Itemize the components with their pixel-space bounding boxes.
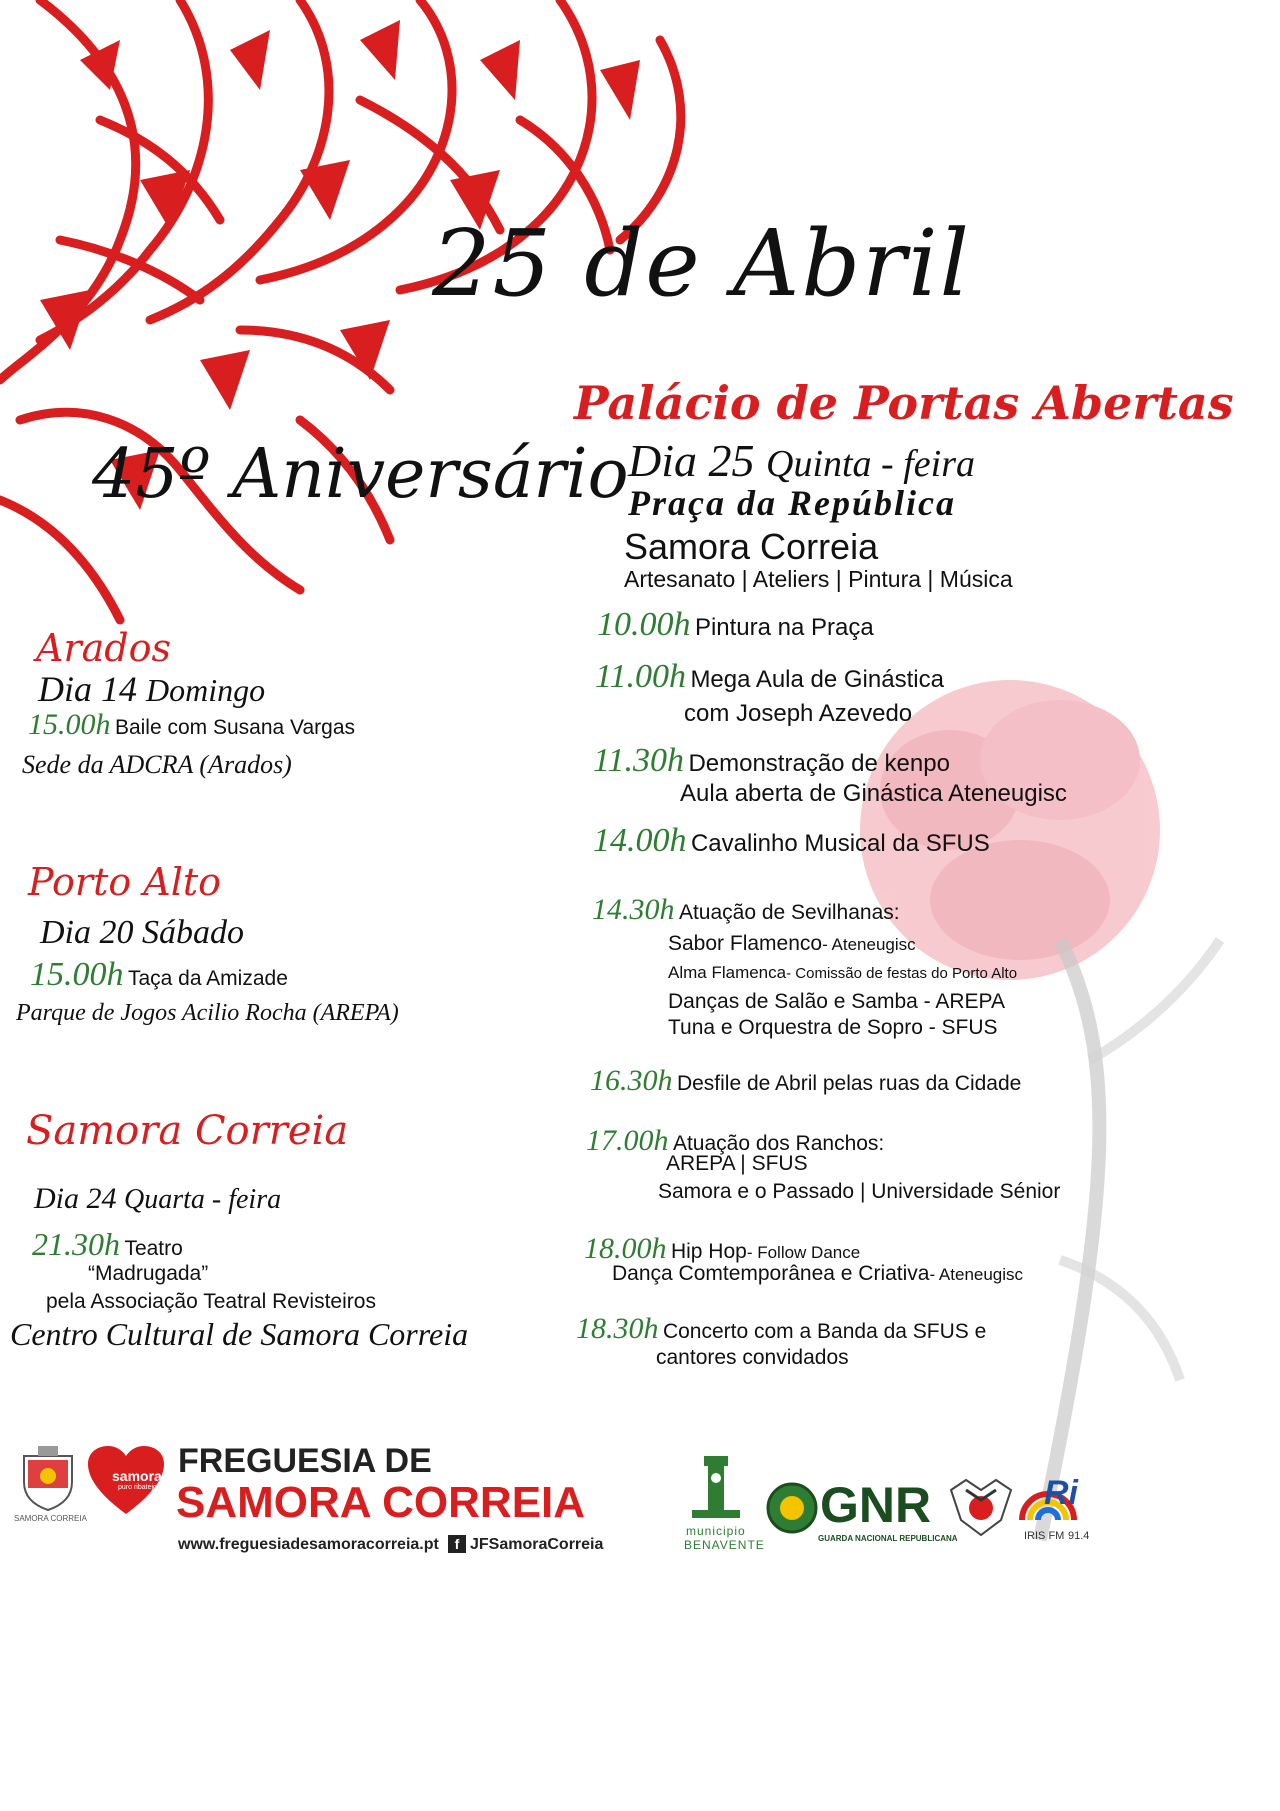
sevilhanas-group: Alma Flamenca — [668, 963, 787, 982]
event-row — [584, 1232, 860, 1266]
samora-weekday: Quarta - feira — [124, 1184, 282, 1215]
arados-event-label: Baile com Susana Vargas — [114, 716, 356, 739]
event-label: Demonstração de kenpo — [688, 750, 950, 777]
event-row — [597, 606, 874, 644]
crest-label: SAMORA CORREIA — [14, 1514, 87, 1523]
crest-icon — [18, 1442, 78, 1514]
samora-day-number: Dia 24 — [34, 1182, 117, 1215]
iris-fm-frequency: 91.4 — [1068, 1530, 1090, 1542]
event-time: 11.30h — [593, 742, 684, 779]
arados-day — [38, 668, 265, 710]
gnr-emblem-icon — [766, 1478, 818, 1538]
palacio-town: Samora Correia — [624, 526, 879, 567]
event-label: Hip Hop — [670, 1240, 747, 1263]
samora-time: 21.30h — [32, 1226, 120, 1262]
palacio-day — [628, 434, 975, 487]
portoalto-time: 15.00h — [30, 956, 124, 993]
samora-day — [34, 1182, 281, 1216]
samora-by: pela Associação Teatral Revisteiros — [46, 1290, 376, 1313]
portoalto-event-label: Taça da Amizade — [127, 967, 288, 990]
carnation-illustration — [0, 0, 760, 700]
sevilhanas-line: Danças de Salão e Samba - AREPA — [668, 990, 1005, 1013]
event-label: Atuação de Sevilhanas: — [678, 901, 900, 924]
samora-logo-text: samora — [112, 1468, 162, 1484]
portoalto-day: Dia 20 Sábado — [40, 914, 244, 951]
event-label: Cavalinho Musical da SFUS — [690, 830, 990, 857]
event-org: - Follow Dance — [746, 1243, 861, 1262]
event-label: Pintura na Praça — [694, 614, 874, 641]
event-time: 16.30h — [590, 1064, 673, 1097]
portoalto-title: Porto Alto — [28, 860, 222, 904]
portoalto-venue: Parque de Jogos Acilio Rocha (AREPA) — [16, 1000, 399, 1026]
event-time: 18.30h — [576, 1312, 659, 1345]
event-label: Dança Comtemporânea e Criativa — [612, 1262, 930, 1285]
samora-title: Samora Correia — [26, 1108, 349, 1154]
arados-day-number: Dia 14 — [38, 669, 137, 709]
event-label: Concerto com a Banda da SFUS e — [662, 1320, 987, 1343]
gnr-subtitle: GUARDA NACIONAL REPUBLICANA — [818, 1534, 958, 1543]
event-org: - Ateneugisc — [929, 1265, 1024, 1284]
event-row — [595, 658, 944, 696]
sevilhanas-org: - Ateneugisc — [822, 935, 916, 954]
samora-event — [32, 1226, 183, 1263]
palacio-title: Palácio de Portas Abertas — [574, 376, 1234, 430]
freguesia-line-1: FREGUESIA DE — [178, 1442, 432, 1480]
event-time: 14.00h — [593, 822, 687, 859]
palacio-place: Praça da República — [628, 483, 956, 523]
gnr-wordmark: GNR — [820, 1477, 932, 1533]
event-label: Aula aberta de Ginástica Ateneugisc — [680, 780, 1067, 807]
event-label: Desfile de Abril pelas ruas da Cidade — [676, 1072, 1022, 1095]
sevilhanas-line — [668, 963, 1017, 983]
event-time: 14.30h — [592, 893, 675, 926]
arados-event — [28, 708, 355, 742]
event-time: 10.00h — [597, 606, 691, 643]
samora-event-label: Teatro — [124, 1237, 183, 1260]
sevilhanas-line: Tuna e Orquestra de Sopro - SFUS — [668, 1016, 998, 1039]
palacio-weekday: Quinta - feira — [766, 443, 975, 485]
sevilhanas-group: Sabor Flamenco — [668, 932, 823, 955]
arados-title: Arados — [36, 626, 171, 670]
samora-logo-sub: puro ribatejo — [118, 1484, 157, 1491]
palacio-day-number: Dia 25 — [628, 435, 755, 486]
iris-fm-label: IRIS FM — [1024, 1530, 1065, 1542]
anniversary-title: 45º Aniversário — [92, 435, 629, 514]
sevilhanas-line — [668, 932, 916, 956]
municipio-label: municipio — [686, 1524, 746, 1538]
event-label: Atuação dos Ranchos: — [672, 1132, 885, 1155]
event-label-row — [612, 1262, 1023, 1286]
arados-time: 15.00h — [28, 708, 111, 741]
facebook-handle[interactable]: JFSamoraCorreia — [470, 1536, 604, 1553]
page-title: 25 de Abril — [432, 210, 972, 317]
portoalto-event — [30, 956, 288, 994]
palacio-themes: Artesanato | Ateliers | Pintura | Música — [624, 566, 1013, 592]
event-row — [593, 742, 950, 780]
website-link[interactable]: www.freguesiadesamoracorreia.pt — [178, 1536, 439, 1553]
sevilhanas-org: - Comissão de festas do Porto Alto — [786, 965, 1018, 982]
event-row — [576, 1312, 986, 1346]
samora-venue: Centro Cultural de Samora Correia — [10, 1316, 469, 1352]
arados-venue: Sede da ADCRA (Arados) — [22, 750, 292, 779]
firefighters-crest-icon — [946, 1470, 1016, 1540]
event-row — [590, 1064, 1021, 1098]
event-label: Samora e o Passado | Universidade Sénior — [658, 1180, 1061, 1203]
event-row — [593, 822, 990, 860]
arados-weekday: Domingo — [146, 672, 266, 708]
freguesia-line-2: SAMORA CORREIA — [176, 1478, 586, 1527]
event-label: com Joseph Azevedo — [684, 700, 913, 727]
event-row — [592, 893, 900, 927]
municipio-logo-icon — [686, 1454, 746, 1524]
samora-play: “Madrugada” — [88, 1262, 209, 1285]
event-time: 17.00h — [586, 1124, 669, 1157]
ri-wordmark: Ri — [1044, 1474, 1078, 1512]
event-label: Mega Aula de Ginástica — [690, 666, 944, 693]
event-time: 11.00h — [595, 658, 686, 695]
municipio-name: BENAVENTE — [684, 1538, 765, 1552]
event-label: cantores convidados — [656, 1346, 849, 1369]
event-label: AREPA | SFUS — [666, 1152, 808, 1175]
facebook-icon: f — [448, 1535, 466, 1553]
event-time: 18.00h — [584, 1232, 667, 1265]
